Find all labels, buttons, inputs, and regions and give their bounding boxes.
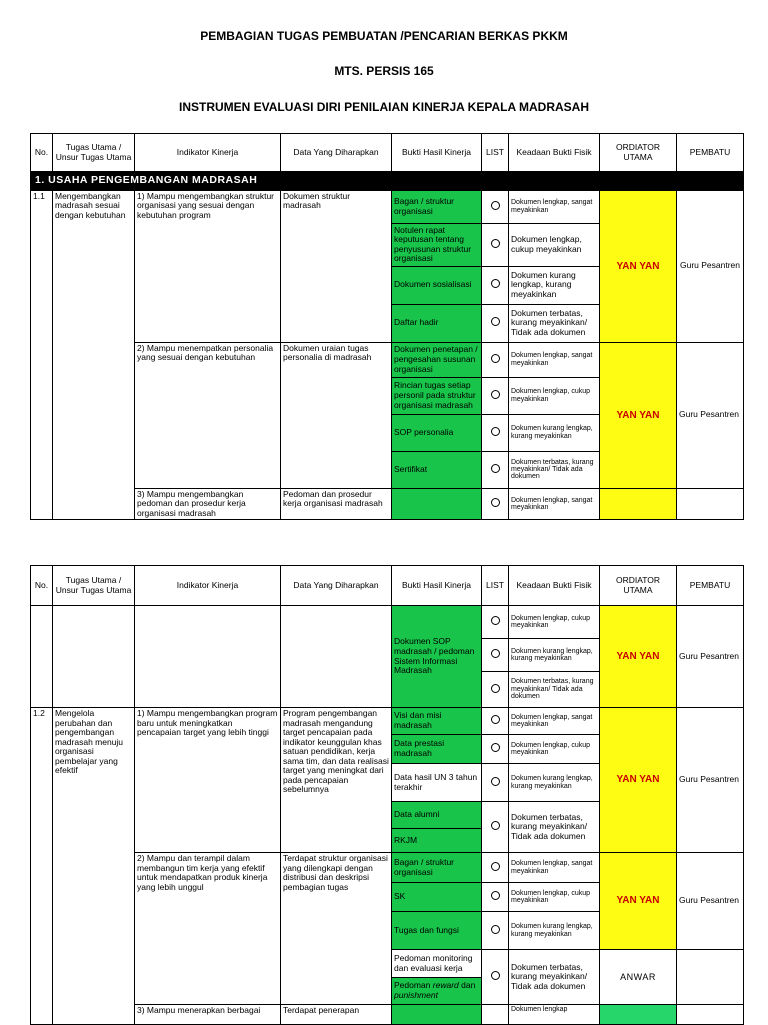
data-cell: Terdapat struktur organisasi yang dilengkapi dengan distribusi dan deskripsi pembagian tugas: [281, 853, 392, 1005]
tugas-cell: Mengelola perubahan dan pengembangan madrasah menuju organisasi pembelajar yang efektif: [53, 708, 135, 1025]
data-cell: Terdapat penerapan: [281, 1005, 392, 1025]
keadaan-cell: Dokumen terbatas, kurang meyakinkan/ Tidak ada dokumen: [509, 950, 600, 1005]
koordinator-cell: YAN YAN: [600, 708, 677, 853]
keadaan-cell: Dokumen lengkap: [509, 1005, 600, 1025]
bukti-cell: Bagan / struktur organisasi: [392, 853, 482, 883]
list-checkbox[interactable]: [482, 190, 509, 223]
pembatu-cell: [677, 950, 744, 1005]
indikator-cell: 3) Mampu menerapkan berbagai: [135, 1005, 281, 1025]
table-row: [31, 342, 744, 377]
keadaan-cell: Dokumen terbatas, kurang meyakinkan/ Tidak ada dokumen: [509, 672, 600, 708]
table-row: [31, 708, 744, 735]
bukti-cell: Visi dan misi madrasah: [392, 708, 482, 735]
bukti-cell: Data alumni: [392, 802, 482, 829]
keadaan-cell: Dokumen kurang lengkap, kurang meyakinkan: [509, 266, 600, 304]
indikator-cell: 1) Mampu mengembangkan program baru untuk meningkatkan pencapaian target yang lebih tinggi: [135, 708, 281, 853]
header-list: LIST: [482, 134, 509, 172]
koordinator-cell: YAN YAN: [600, 190, 677, 342]
pembatu-cell: [677, 488, 744, 520]
keadaan-cell: Dokumen lengkap, cukup meyakinkan: [509, 735, 600, 764]
table-header-row: [31, 566, 744, 606]
bukti-cell: Rincian tugas setiap personil pada struktur organisasi madrasah: [392, 377, 482, 414]
row-number: 1.2: [31, 708, 53, 1025]
list-checkbox[interactable]: [482, 1005, 509, 1025]
keadaan-cell: Dokumen kurang lengkap, kurang meyakinkan: [509, 912, 600, 950]
header-pembatu: PEMBATU: [677, 566, 744, 606]
koordinator-cell: ANWAR: [600, 950, 677, 1005]
row-number: 1.1: [31, 190, 53, 520]
circle-icon: [491, 239, 500, 248]
koordinator-cell: YAN YAN: [600, 853, 677, 950]
header-koordinator: ORDIATOR UTAMA: [600, 134, 677, 172]
bukti-cell: Pedoman reward dan punishment: [392, 978, 482, 1005]
data-cell: Pedoman dan prosedur kerja organisasi madrasah: [281, 488, 392, 520]
list-checkbox[interactable]: [482, 377, 509, 414]
koordinator-cell: [600, 488, 677, 520]
keadaan-cell: Dokumen kurang lengkap, kurang meyakinkan: [509, 414, 600, 451]
instrument-title: INSTRUMEN EVALUASI DIRI PENILAIAN KINERJA KEPALA MADRASAH: [178, 100, 589, 114]
keadaan-cell: Dokumen lengkap, sangat meyakinkan: [509, 488, 600, 520]
circle-icon: [491, 715, 500, 724]
section-row: [31, 172, 744, 191]
header-tugas: Tugas Utama / Unsur Tugas Utama: [53, 134, 135, 172]
bukti-cell: [392, 1005, 482, 1025]
doc-title: PEMBAGIAN TUGAS PEMBUATAN /PENCARIAN BERKAS PKKM: [200, 29, 568, 43]
indikator-cell: [135, 606, 281, 708]
list-checkbox[interactable]: [482, 606, 509, 639]
row-number: [31, 606, 53, 708]
circle-icon: [491, 821, 500, 830]
header-keadaan: Keadaan Bukti Fisik: [509, 134, 600, 172]
bukti-cell: Bagan / struktur organisasi: [392, 190, 482, 223]
keadaan-cell: Dokumen lengkap, cukup meyakinkan: [509, 606, 600, 639]
indikator-cell: 1) Mampu mengembangkan struktur organisasi yang sesuai dengan kebutuhan program: [135, 190, 281, 342]
header-data: Data Yang Diharapkan: [281, 566, 392, 606]
tugas-cell: Mengembangkan madrasah sesuai dengan kebutuhan: [53, 190, 135, 520]
bukti-cell: RKJM: [392, 829, 482, 853]
pembatu-cell: [677, 1005, 744, 1025]
data-cell: Program pengembangan madrasah mengandung target pencapaian pada indikator keunggulan khas satuan pendidikan, kerja sama tim, dan data realisasi target yang meningkat dari pada pencapaian sebelumnya: [281, 708, 392, 853]
table-row: [31, 853, 744, 883]
koordinator-cell: [600, 1005, 677, 1025]
list-checkbox[interactable]: [482, 950, 509, 1005]
header-tugas: Tugas Utama / Unsur Tugas Utama: [53, 566, 135, 606]
circle-icon: [491, 925, 500, 934]
circle-icon: [491, 891, 500, 900]
circle-icon: [491, 279, 500, 288]
school-name: MTS. PERSIS 165: [334, 64, 434, 78]
list-checkbox[interactable]: [482, 488, 509, 520]
circle-icon: [491, 427, 500, 436]
list-checkbox[interactable]: [482, 764, 509, 802]
bukti-cell: Dokumen SOP madrasah / pedoman Sistem Informasi Madrasah: [392, 606, 482, 708]
header-indikator: Indikator Kinerja: [135, 134, 281, 172]
circle-icon: [491, 317, 500, 326]
keadaan-cell: Dokumen lengkap, sangat meyakinkan: [509, 342, 600, 377]
bukti-cell: [392, 488, 482, 520]
indikator-cell: 2) Mampu menempatkan personalia yang sesuai dengan kebutuhan: [135, 342, 281, 488]
bukti-cell: Notulen rapat keputusan tentang penyusunan struktur organisasi: [392, 223, 482, 266]
header-pembatu: PEMBATU: [677, 134, 744, 172]
header-koordinator: ORDIATOR UTAMA: [600, 566, 677, 606]
circle-icon: [491, 201, 500, 210]
bukti-cell: Data hasil UN 3 tahun terakhir: [392, 764, 482, 802]
keadaan-cell: Dokumen lengkap, cukup meyakinkan: [509, 883, 600, 912]
indikator-cell: 2) Mampu dan terampil dalam membangun tim kerja yang efektif untuk mendapatkan produk kinerja yang lebih unggul: [135, 853, 281, 1005]
bukti-cell: Tugas dan fungsi: [392, 912, 482, 950]
list-checkbox[interactable]: [482, 802, 509, 853]
list-checkbox[interactable]: [482, 672, 509, 708]
pembatu-cell: Guru Pesantren: [677, 190, 744, 342]
list-checkbox[interactable]: [482, 735, 509, 764]
evaluation-table-2: [30, 565, 744, 1025]
data-cell: Dokumen struktur madrasah: [281, 190, 392, 342]
pembatu-cell: Guru Pesantren: [677, 606, 744, 708]
pembatu-cell: Guru Pesantren: [677, 342, 744, 488]
evaluation-table-1: [30, 133, 744, 520]
bukti-cell: Sertifikat: [392, 451, 482, 488]
header-no: No.: [31, 566, 53, 606]
circle-icon: [491, 862, 500, 871]
data-cell: Dokumen uraian tugas personalia di madrasah: [281, 342, 392, 488]
bukti-cell: SOP personalia: [392, 414, 482, 451]
bukti-cell: Dokumen sosialisasi: [392, 266, 482, 304]
list-checkbox[interactable]: [482, 639, 509, 672]
header-no: No.: [31, 134, 53, 172]
circle-icon: [491, 354, 500, 363]
keadaan-cell: Dokumen lengkap, cukup meyakinkan: [509, 223, 600, 266]
koordinator-cell: YAN YAN: [600, 606, 677, 708]
keadaan-cell: Dokumen kurang lengkap, kurang meyakinkan: [509, 639, 600, 672]
keadaan-cell: Dokumen lengkap, cukup meyakinkan: [509, 377, 600, 414]
circle-icon: [491, 684, 500, 693]
list-checkbox[interactable]: [482, 266, 509, 304]
indikator-cell: 3) Mampu mengembangkan pedoman dan prosedur kerja organisasi madrasah: [135, 488, 281, 520]
bukti-cell: Dokumen penetapan / pengesahan susunan organisasi: [392, 342, 482, 377]
circle-icon: [491, 616, 500, 625]
data-cell: [281, 606, 392, 708]
circle-icon: [491, 743, 500, 752]
pembatu-cell: Guru Pesantren: [677, 853, 744, 950]
bukti-cell: Pedoman monitoring dan evaluasi kerja: [392, 950, 482, 978]
list-checkbox[interactable]: [482, 414, 509, 451]
koordinator-cell: YAN YAN: [600, 342, 677, 488]
keadaan-cell: Dokumen terbatas, kurang meyakinkan/ Tidak ada dokumen: [509, 304, 600, 342]
header-bukti: Bukti Hasil Kinerja: [392, 134, 482, 172]
header-data: Data Yang Diharapkan: [281, 134, 392, 172]
list-checkbox[interactable]: [482, 451, 509, 488]
circle-icon: [491, 390, 500, 399]
list-checkbox[interactable]: [482, 304, 509, 342]
keadaan-cell: Dokumen terbatas, kurang meyakinkan/ Tidak ada dokumen: [509, 451, 600, 488]
keadaan-cell: Dokumen lengkap, sangat meyakinkan: [509, 190, 600, 223]
list-checkbox[interactable]: [482, 708, 509, 735]
bukti-cell: SK: [392, 883, 482, 912]
circle-icon: [491, 649, 500, 658]
keadaan-cell: Dokumen terbatas, kurang meyakinkan/ Tidak ada dokumen: [509, 802, 600, 853]
circle-icon: [491, 971, 500, 980]
bukti-cell: Data prestasi madrasah: [392, 735, 482, 764]
section-title: 1. USAHA PENGEMBANGAN MADRASAH: [31, 172, 744, 191]
header-indikator: Indikator Kinerja: [135, 566, 281, 606]
keadaan-cell: Dokumen kurang lengkap, kurang meyakinkan: [509, 764, 600, 802]
header-keadaan: Keadaan Bukti Fisik: [509, 566, 600, 606]
list-checkbox[interactable]: [482, 853, 509, 883]
list-checkbox[interactable]: [482, 883, 509, 912]
table-header-row: [31, 134, 744, 172]
pembatu-cell: Guru Pesantren: [677, 708, 744, 853]
circle-icon: [491, 464, 500, 473]
header-bukti: Bukti Hasil Kinerja: [392, 566, 482, 606]
table-row: [31, 488, 744, 520]
keadaan-cell: Dokumen lengkap, sangat meyakinkan: [509, 853, 600, 883]
circle-icon: [491, 777, 500, 786]
tugas-cell: [53, 606, 135, 708]
list-checkbox[interactable]: [482, 223, 509, 266]
list-checkbox[interactable]: [482, 912, 509, 950]
list-checkbox[interactable]: [482, 342, 509, 377]
circle-icon: [491, 498, 500, 507]
header-list: LIST: [482, 566, 509, 606]
table-row: [31, 606, 744, 639]
keadaan-cell: Dokumen lengkap, sangat meyakinkan: [509, 708, 600, 735]
table-row: [31, 1005, 744, 1025]
bukti-cell: Daftar hadir: [392, 304, 482, 342]
table-row: [31, 190, 744, 223]
